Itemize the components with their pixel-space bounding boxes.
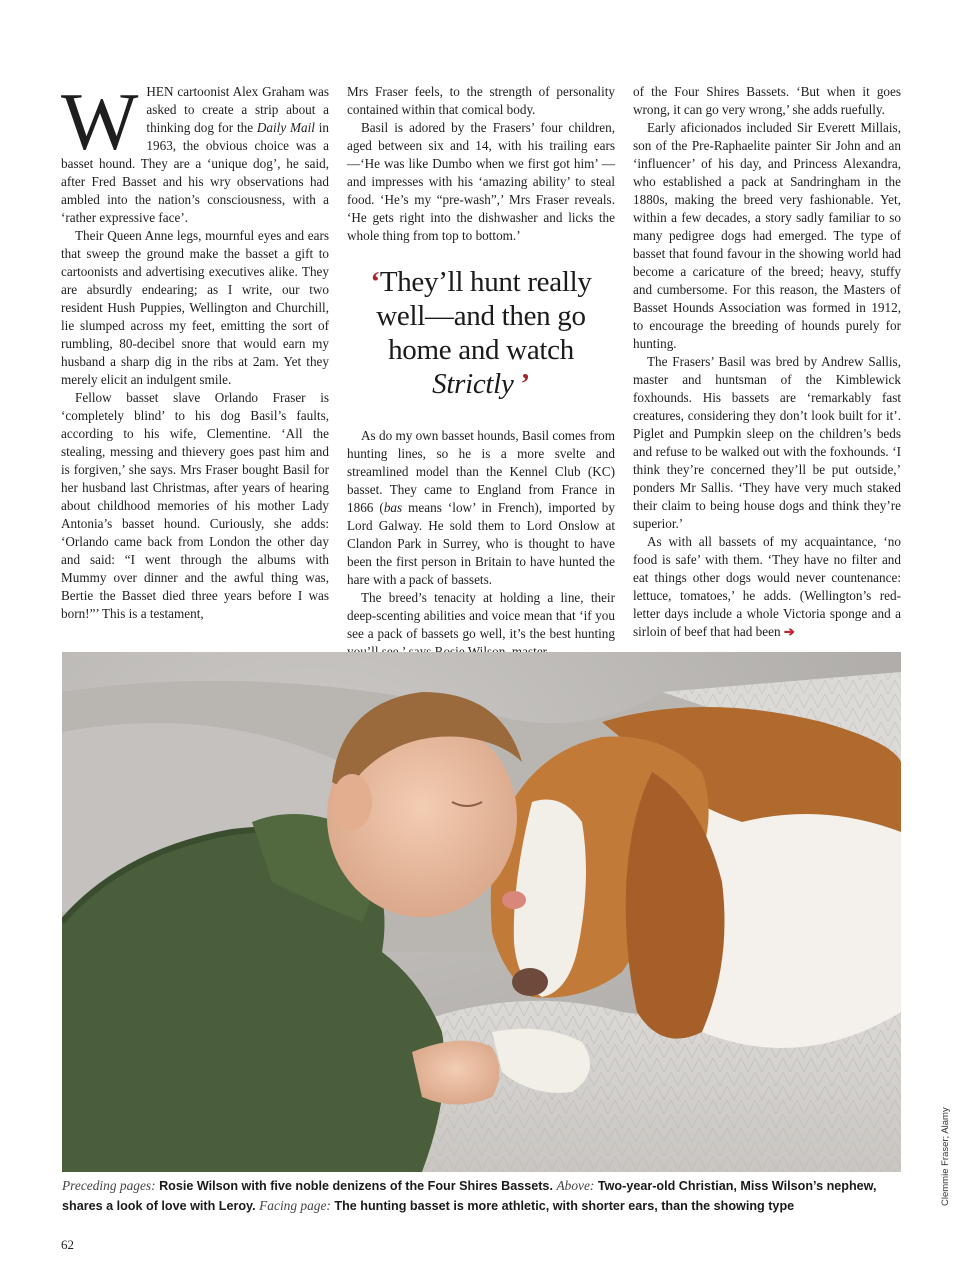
paragraph-intro: [61, 76, 329, 227]
text: As do my own basset hounds, Basil comes from hunting lines, so he is a more svelte and streamlined model than the Kennel Club (KC) basset. They came to England from France in 1866 (: [347, 428, 615, 515]
intro-text-a: HEN cartoonist Alex Graham was asked to create a strip about a thinking dog for the: [146, 84, 329, 135]
child-and-basset-photo: [62, 652, 901, 1172]
caption-text: Two-year-old Christian, Miss Wilson’s nephew, shares a look of love with Leroy.: [62, 1179, 877, 1213]
article-photo: [62, 652, 901, 1172]
pull-quote: [347, 265, 615, 401]
article-column-1: [61, 76, 329, 623]
paragraph: Early aficionados included Sir Everett Millais, son of the Pre-Raphaelite painter Sir John and an ‘influencer’ of his day, and Princess Alexandra, who established a pack at Sandringham in the 1880s, making the breed very fashionable. Yet, within a few decades, a story sadly familiar to so many pedigree dogs had emerged. The type of basset that found favour in the showing world had become a caricature of the breed; heavy, stuffy and cumbersome. For this reason, the Masters of Basset Hounds Association was formed in 1912, to encourage the breeding of hounds purely for hunting.: [633, 120, 901, 351]
photo-credit: Clemmie Fraser; Alamy: [940, 1107, 951, 1206]
text: means ‘low’ in French), imported by Lord Galway. He sold them to Lord Onslow at Clandon Park in Surrey, who is thought to have been the first person in Britain to have hunted the hare with a pack of bassets.: [347, 500, 615, 587]
paragraph: Basil is adored by the Frasers’ four children, aged between six and 14, with his trailing ears —‘He was like Dumbo when we first got him’ —and impresses with his ‘amazing ability’ to steal food. ‘He’s my “pre-wash”,’ Mrs Fraser reveals. ‘He gets right into the dishwasher and licks the whole thing from top to bottom.’: [347, 120, 615, 243]
pull-quote-italic: Strictly: [432, 368, 514, 400]
intro-italic: Daily Mail: [256, 120, 315, 135]
paragraph: Mrs Fraser feels, to the strength of personality contained within that comical body.: [347, 84, 615, 117]
paragraph: The Frasers’ Basil was bred by Andrew Sallis, master and huntsman of the Kimblewick foxhounds. His bassets are ‘remarkably fast creatures, considering they don’t look built for it’. Piglet and Pumpkin sleep on the children’s beds and refuse to be walked out with the foxhounds. ‘I think they’re concerned they’ll be put outside,’ ponders Mr Sallis. ‘They have very much staked their claim to being house dogs and think they’re superior.’: [633, 354, 901, 531]
open-quote-mark: ‘: [370, 266, 380, 298]
page-number: 62: [61, 1237, 74, 1252]
article-column-2: [347, 83, 615, 661]
italic-text: bas: [383, 500, 403, 515]
paragraph: [347, 427, 615, 589]
caption-label: Facing page:: [259, 1198, 331, 1213]
continue-arrow-icon: ➔: [783, 624, 795, 639]
drop-cap: W: [61, 76, 139, 167]
close-quote-mark: ’: [520, 368, 530, 400]
article-column-3: [633, 83, 901, 641]
caption-text: Rosie Wilson with five noble denizens of the Four Shires Bassets.: [155, 1179, 557, 1193]
caption-label: Above:: [556, 1178, 595, 1193]
photo-caption: [62, 1176, 904, 1216]
paragraph: The breed’s tenacity at holding a line, their deep-scenting abilities and voice mean that ‘if you see a pack of bassets go well, it’s the best hunting: [347, 590, 615, 641]
caption-label: Preceding pages:: [62, 1178, 156, 1193]
paragraph: [633, 533, 901, 641]
paragraph: of the Four Shires Bassets. ‘But when it goes wrong, it can go very wrong,’ she adds ruefully.: [633, 84, 901, 117]
paragraph: Their Queen Anne legs, mournful eyes and ears that sweep the ground make the basset a gift to cartoonists and advertising executives alike. They are absurdly endearing; as I write, our two resident Hush Puppies, Wellington and Churchill, lie slumped across my feet, emitting the sort of rumbling, 80-decibel snore that would earn my husband a sharp dig in the ribs at 2am. Yet they merely elicit an indulgent smile.: [61, 228, 329, 387]
text: As with all bassets of my acquaintance, ‘no food is safe’ with them. ‘They have no filter and eat things other dogs would never countenance: lettuce, tomatoes,’ he adds. (Wellington’s red-letter days include a whole Victoria sponge and a sirloin of beef that had been: [633, 534, 901, 639]
pull-quote-text: They’ll hunt really well—and then go home and watch: [376, 266, 592, 366]
intro-text-b: in 1963, the obvious choice was a basset hound. They are a ‘unique dog’, he said, after Fred Basset and his wry observations had ambled into the nation’s consciousness, with a ‘rather expressive face’.: [61, 120, 329, 225]
caption-text: The hunting basset is more athletic, with shorter ears, than the showing type: [330, 1199, 795, 1213]
paragraph: Fellow basset slave Orlando Fraser is ‘completely blind’ to his dog Basil’s faults, according to his wife, Clementine. ‘All the stealing, messing and thievery goes past him and is forgiven,’ she says. Mrs Fraser bought Basil for her husband last Christmas, after years of hearing about childhood memories of his mother Lady Antonia’s basset hound. Curiously, she adds: ‘Orlando came back from London the other day and said: “I went through the albums with Mummy over dinner and the awful thing was, Bertie the Basset died three years before I was born!”’ This is a testament,: [61, 390, 329, 621]
